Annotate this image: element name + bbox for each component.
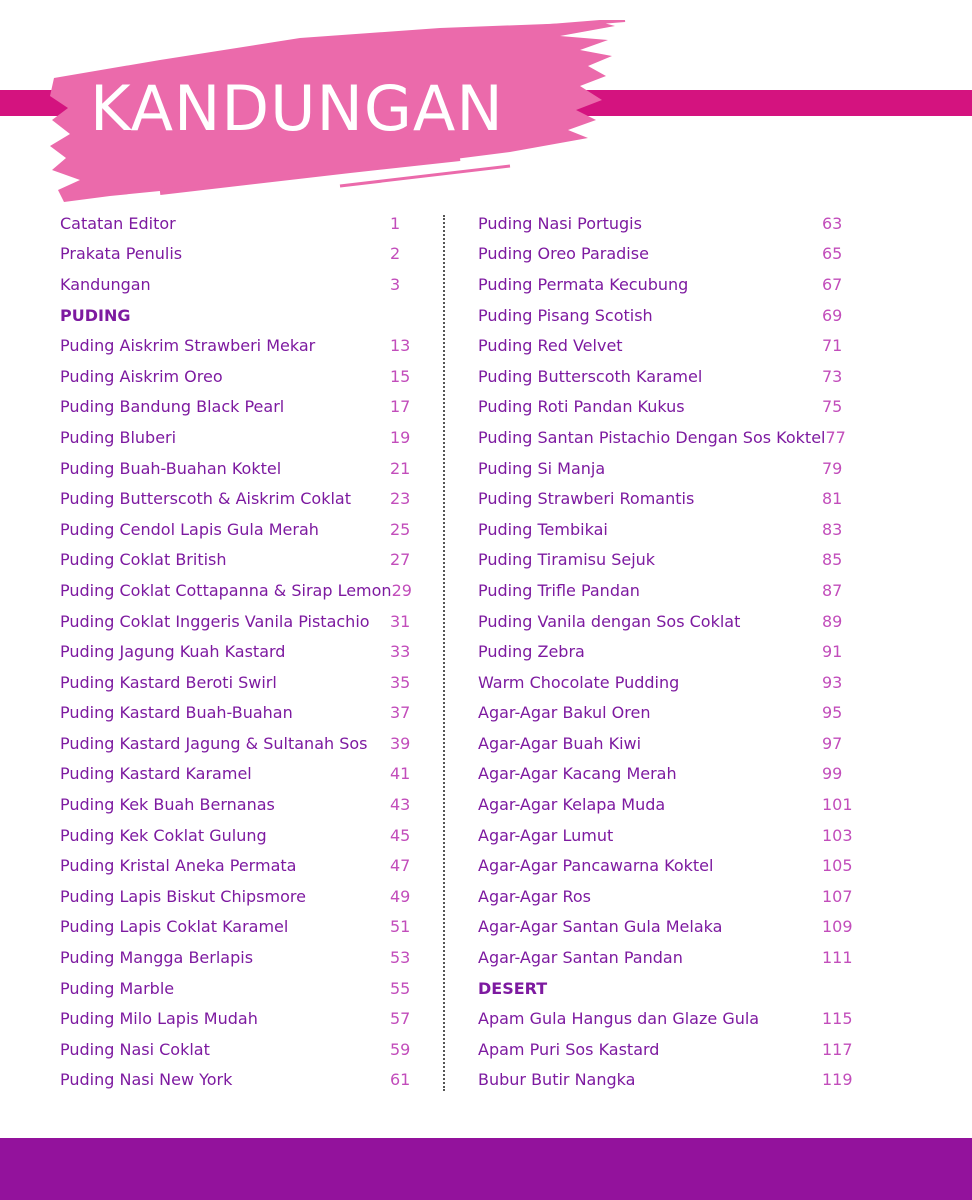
toc-entry-title: Agar-Agar Lumut (478, 825, 614, 845)
toc-entry (60, 759, 412, 790)
toc-entry (478, 269, 858, 300)
toc-entry-page: 57 (390, 1009, 411, 1029)
toc-entry (60, 698, 412, 729)
toc-entry (478, 1003, 858, 1034)
toc-entry-title: Puding Nasi New York (60, 1070, 233, 1090)
toc-column-left (60, 208, 412, 1095)
toc-entry (60, 361, 412, 392)
toc-entry (478, 453, 858, 484)
toc-entry-page: 17 (390, 397, 411, 417)
toc-entry (60, 269, 412, 300)
toc-entry-page: 73 (822, 366, 843, 386)
toc-entry-title: Puding Milo Lapis Mudah (60, 1009, 258, 1029)
toc-entry-title: Bubur Butir Nangka (478, 1070, 636, 1090)
toc-entry (478, 698, 858, 729)
toc-entry (60, 545, 412, 576)
toc-entry (478, 392, 858, 423)
toc-entry (60, 1034, 412, 1065)
toc-entry-page: 115 (822, 1009, 853, 1029)
toc-entry-page: 95 (822, 703, 843, 723)
toc-entry-title: Warm Chocolate Pudding (478, 672, 680, 692)
toc-entry-title: Puding Pisang Scotish (478, 305, 653, 325)
toc-entry (60, 789, 412, 820)
toc-entry (478, 942, 858, 973)
toc-entry-page: 55 (390, 978, 411, 998)
toc-entry-page: 27 (390, 550, 411, 570)
toc-entry (60, 392, 412, 423)
toc-entry-page: 51 (390, 917, 411, 937)
toc-entry (478, 300, 858, 331)
toc-entry-page: 99 (822, 764, 843, 784)
toc-entry-page: 53 (390, 948, 411, 968)
toc-entry-title: Puding Zebra (478, 642, 585, 662)
toc-entry-title: Puding Tembikai (478, 519, 608, 539)
toc-entry-page: 103 (822, 825, 853, 845)
toc-entry-page: 59 (390, 1039, 411, 1059)
toc-section-heading (60, 300, 412, 331)
toc-entry-title: Puding Coklat British (60, 550, 227, 570)
toc-entry-page: 39 (390, 733, 411, 753)
toc-entry-title: Puding Butterscoth & Aiskrim Coklat (60, 489, 351, 509)
toc-entry-page: 35 (390, 672, 411, 692)
column-divider (443, 215, 445, 1091)
toc-entry-title: Puding Aiskrim Strawberi Mekar (60, 336, 316, 356)
toc-entry-title: Apam Puri Sos Kastard (478, 1039, 660, 1059)
toc-entry-title: Puding Aiskrim Oreo (60, 366, 223, 386)
toc-entry-title: Agar-Agar Kelapa Muda (478, 795, 666, 815)
toc-entry-page: 71 (822, 336, 843, 356)
toc-entry-title: Puding Si Manja (478, 458, 606, 478)
page-title: KANDUNGAN (90, 72, 504, 145)
toc-entry-page: 37 (390, 703, 411, 723)
toc-entry-title: Puding Kek Coklat Gulung (60, 825, 267, 845)
toc-entry (60, 239, 412, 270)
toc-entry (478, 545, 858, 576)
toc-entry-title: Puding Kastard Jagung & Sultanah Sos (60, 733, 368, 753)
toc-entry-page: 45 (390, 825, 411, 845)
toc-entry (60, 1065, 412, 1096)
toc-entry-page: 49 (390, 886, 411, 906)
toc-entry-title: Puding Nasi Portugis (478, 213, 642, 233)
toc-entry-page: 79 (822, 458, 843, 478)
toc-entry-page: 97 (822, 733, 843, 753)
toc-entry-title: Puding Bandung Black Pearl (60, 397, 285, 417)
toc-entry (478, 361, 858, 392)
toc-entry (60, 636, 412, 667)
toc-entry (478, 575, 858, 606)
toc-entry (60, 453, 412, 484)
toc-entry-page: 41 (390, 764, 411, 784)
toc-entry-title: Puding Kastard Karamel (60, 764, 252, 784)
toc-entry-title: Puding Roti Pandan Kukus (478, 397, 685, 417)
toc-entry-page: 31 (390, 611, 411, 631)
footer-band (0, 1138, 972, 1200)
toc-entry-title: Puding Permata Kecubung (478, 274, 689, 294)
toc-entry-page: 87 (822, 580, 843, 600)
toc-entry (60, 912, 412, 943)
toc-entry-page: 2 (390, 244, 401, 264)
toc-entry-page: 83 (822, 519, 843, 539)
toc-entry-page: 67 (822, 274, 843, 294)
toc-entry-page: 111 (822, 948, 853, 968)
toc-entry-page: 107 (822, 886, 853, 906)
toc-entry-page: 77 (825, 427, 846, 447)
toc-entry-page: 93 (822, 672, 843, 692)
toc-entry-title: Puding Kek Buah Bernanas (60, 795, 275, 815)
toc-entry-page: 19 (390, 427, 411, 447)
toc-entry-title: Puding Kastard Beroti Swirl (60, 672, 277, 692)
toc-entry-title: Agar-Agar Bakul Oren (478, 703, 651, 723)
toc-entry-title: Puding Lapis Biskut Chipsmore (60, 886, 306, 906)
toc-entry (60, 575, 412, 606)
toc-entry (60, 208, 412, 239)
toc-entry-title: Puding Tiramisu Sejuk (478, 550, 656, 570)
toc-entry (478, 422, 858, 453)
toc-entry-page: 23 (390, 489, 411, 509)
toc-entry-page: 29 (391, 580, 412, 600)
toc-entry (60, 514, 412, 545)
toc-entry-title: Puding Vanila dengan Sos Coklat (478, 611, 741, 631)
toc-entry-title: Agar-Agar Buah Kiwi (478, 733, 642, 753)
toc-entry-title: Puding Coklat Inggeris Vanila Pistachio (60, 611, 370, 631)
toc-entry (60, 942, 412, 973)
toc-entry (478, 514, 858, 545)
toc-entry-title: Puding Mangga Berlapis (60, 948, 254, 968)
toc-entry-page: 101 (822, 795, 853, 815)
toc-entry (478, 728, 858, 759)
toc-entry-page: 109 (822, 917, 853, 937)
toc-entry-title: Agar-Agar Kacang Merah (478, 764, 677, 784)
toc-entry-title: Puding Cendol Lapis Gula Merah (60, 519, 319, 539)
toc-entry (60, 820, 412, 851)
toc-entry-page: 15 (390, 366, 411, 386)
toc-entry-title: Puding Coklat Cottapanna & Sirap Lemon (60, 580, 392, 600)
toc-entry-title: Puding Kristal Aneka Permata (60, 856, 297, 876)
toc-entry-title: Puding Lapis Coklat Karamel (60, 917, 289, 937)
toc-entry-page: 33 (390, 642, 411, 662)
toc-entry (478, 912, 858, 943)
toc-entry-page: 85 (822, 550, 843, 570)
toc-entry (60, 881, 412, 912)
toc-entry (478, 1034, 858, 1065)
toc-entry (478, 759, 858, 790)
toc-entry (478, 483, 858, 514)
toc-entry-title: Puding Jagung Kuah Kastard (60, 642, 286, 662)
toc-entry-page: 43 (390, 795, 411, 815)
toc-entry-page: 25 (390, 519, 411, 539)
toc-entry-page: 89 (822, 611, 843, 631)
toc-entry-page: 117 (822, 1039, 853, 1059)
toc-entry (60, 422, 412, 453)
toc-entry-title: Prakata Penulis (60, 244, 183, 264)
toc-entry-page: 75 (822, 397, 843, 417)
toc-entry-page: 13 (390, 336, 411, 356)
toc-entry (60, 606, 412, 637)
toc-entry-page: 3 (390, 274, 401, 294)
toc-entry-title: Puding Santan Pistachio Dengan Sos Koktel (478, 427, 826, 447)
toc-entry-page: 65 (822, 244, 843, 264)
toc-entry-title: Catatan Editor (60, 213, 176, 233)
toc-entry (60, 667, 412, 698)
toc-entry-title: Puding Trifle Pandan (478, 580, 640, 600)
toc-entry-title: Puding Butterscoth Karamel (478, 366, 703, 386)
toc-entry-title: Puding Red Velvet (478, 336, 623, 356)
toc-entry-title: Agar-Agar Ros (478, 886, 591, 906)
toc-entry (478, 208, 858, 239)
toc-entry-page: 1 (390, 213, 401, 233)
toc-section-heading (478, 973, 858, 1004)
toc-entry (60, 850, 412, 881)
toc-entry-title: Apam Gula Hangus dan Glaze Gula (478, 1009, 760, 1029)
toc-entry (478, 330, 858, 361)
toc-entry-page: 69 (822, 305, 843, 325)
toc-entry-title: Agar-Agar Santan Pandan (478, 948, 683, 968)
toc-entry (478, 820, 858, 851)
toc-entry-title: Puding Marble (60, 978, 175, 998)
toc-entry-page: 119 (822, 1070, 853, 1090)
toc-entry-title: PUDING (60, 305, 131, 325)
toc-entry (478, 606, 858, 637)
toc-entry (478, 850, 858, 881)
toc-entry (60, 973, 412, 1004)
toc-entry (478, 239, 858, 270)
toc-column-right (478, 208, 858, 1095)
toc-entry-title: Kandungan (60, 274, 151, 294)
toc-entry-page: 63 (822, 213, 843, 233)
toc-entry-title: Puding Oreo Paradise (478, 244, 649, 264)
toc-entry-title: Puding Nasi Coklat (60, 1039, 210, 1059)
toc-entry-title: Puding Kastard Buah-Buahan (60, 703, 293, 723)
toc-entry (60, 330, 412, 361)
toc-entry-page: 21 (390, 458, 411, 478)
toc-entry-title: Agar-Agar Pancawarna Koktel (478, 856, 714, 876)
toc-entry (60, 1003, 412, 1034)
toc-entry-title: Puding Strawberi Romantis (478, 489, 695, 509)
toc-entry (60, 483, 412, 514)
toc-entry-title: Puding Buah-Buahan Koktel (60, 458, 282, 478)
toc-entry-page: 105 (822, 856, 853, 876)
toc-entry (478, 1065, 858, 1096)
toc-entry-page: 91 (822, 642, 843, 662)
toc-entry-title: DESERT (478, 978, 548, 998)
toc-entry (478, 789, 858, 820)
toc-entry (478, 881, 858, 912)
toc-entry (60, 728, 412, 759)
toc-entry-title: Agar-Agar Santan Gula Melaka (478, 917, 723, 937)
toc-entry-page: 81 (822, 489, 843, 509)
toc-entry-title: Puding Bluberi (60, 427, 177, 447)
toc-entry (478, 636, 858, 667)
toc-entry-page: 47 (390, 856, 411, 876)
toc-entry-page: 61 (390, 1070, 411, 1090)
toc-entry (478, 667, 858, 698)
